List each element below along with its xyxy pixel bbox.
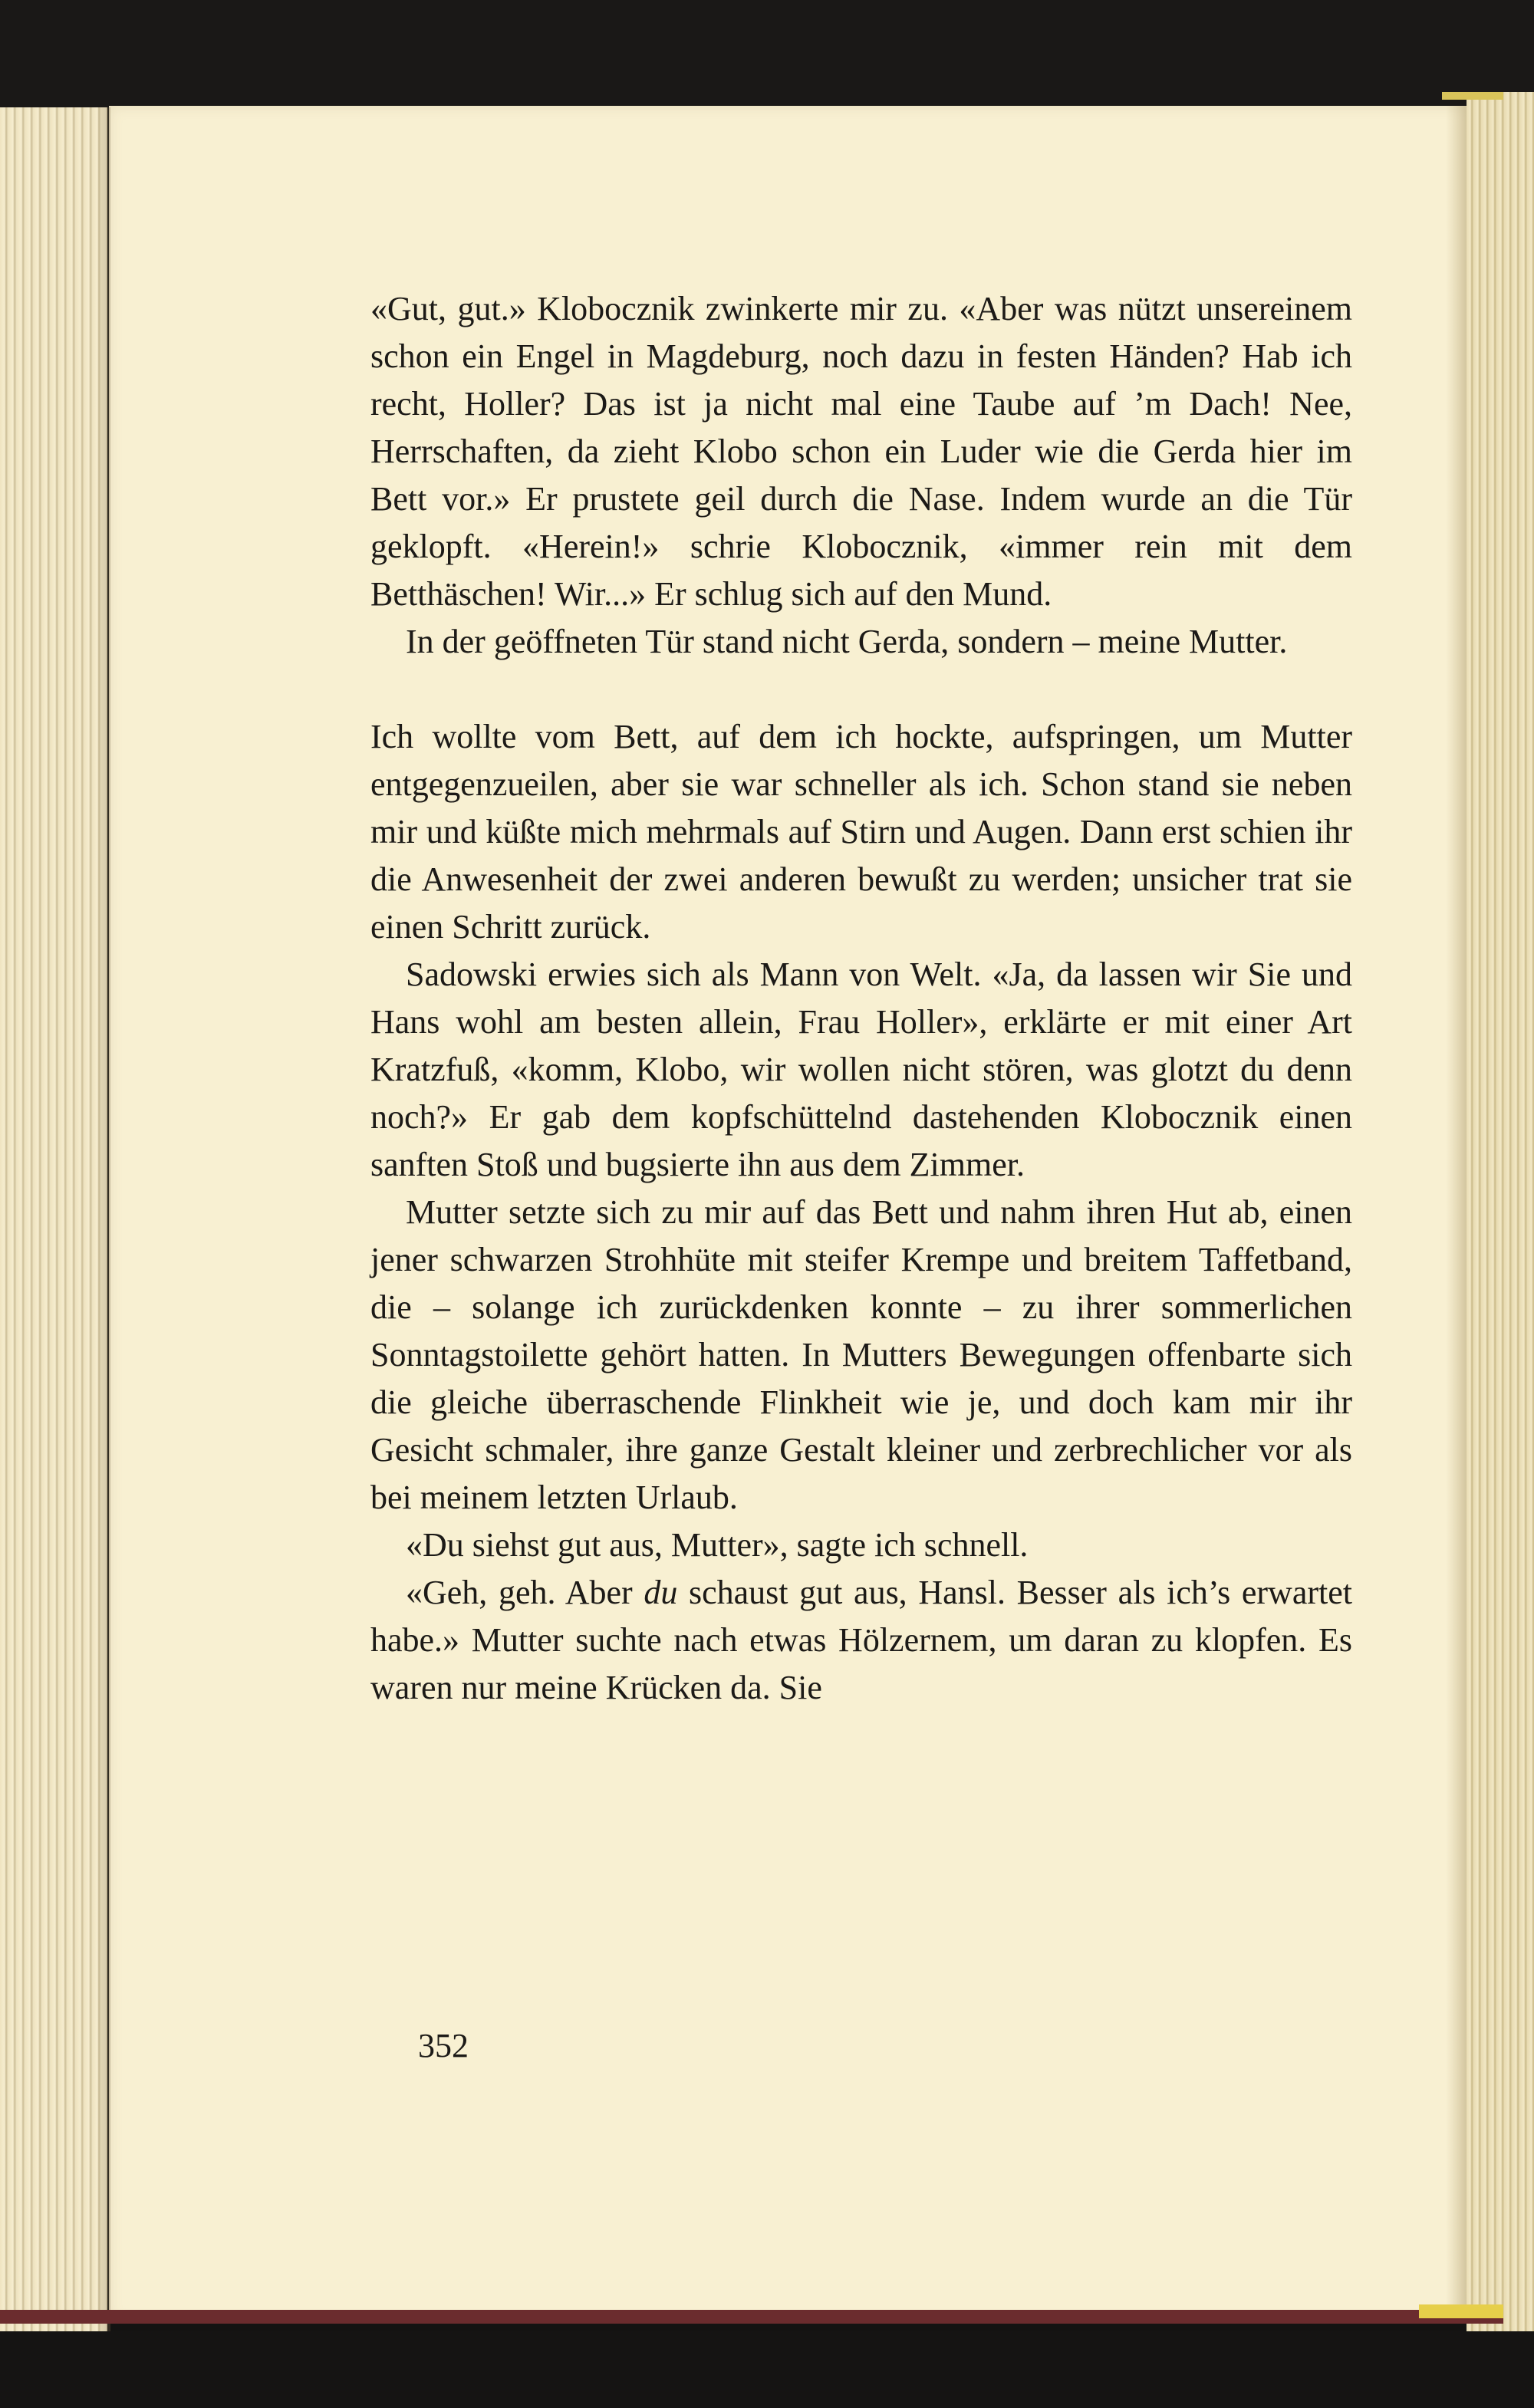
body-text <box>370 285 1352 1712</box>
paragraph: Ich wollte vom Bett, auf dem ich hockte, aufspringen, um Mutter entgegenzueilen, aber sie war schneller als ich. Schon stand sie neben mir und küßte mich mehrmals auf Stirn und Augen. Dann erst schien ihr die Anwesenheit der zwei anderen bewußt zu werden; unsicher trat sie einen Schritt zurück. <box>370 718 1352 946</box>
background-bottom <box>0 2331 1534 2408</box>
paragraph: In der geöffneten Tür stand nicht Gerda, sondern – meine Mutter. <box>406 623 1288 660</box>
background-top <box>0 0 1534 107</box>
bottom-bookmark <box>1419 2304 1503 2318</box>
paragraph: Sadowski erwies sich als Mann von Welt. «Ja, da lassen wir Sie und Hans wohl am besten allein, Frau Holler», erklärte er mit einer Art Kratzfuß, «komm, Klobo, wir wollen nicht stören, was glotzt du denn noch?» Er gab dem kopfschüttelnd dastehenden Klobocznik einen sanften Stoß und bugsierte ihn aus dem Zimmer. <box>370 956 1352 1183</box>
emphasis: du <box>644 1574 678 1611</box>
left-page-edges <box>0 107 107 2331</box>
page-gutter <box>1446 106 1469 2322</box>
top-bookmark <box>1442 92 1503 100</box>
right-page-edges <box>1467 92 1534 2331</box>
text-run: schaust gut aus, Hansl. Besser als ich’s erwartet habe.» Mutter suchte nach etwas Hölzernem, um daran zu klopfen. Es waren nur meine Krücken da. Sie <box>370 1574 1352 1706</box>
page-number: 352 <box>418 2027 469 2064</box>
paragraph: Mutter setzte sich zu mir auf das Bett und nahm ihren Hut ab, einen jener schwarzen Strohhüte mit steifer Krempe und breitem Taffetband, die – solange ich zurückdenken konnte – zu ihrer sommerlichen Sonntagstoilette gehört hatten. In Mutters Bewegungen offenbarte sich die gleiche überraschende Flinkheit wie je, und doch kam mir ihr Gesicht schmaler, ihre ganze Gestalt kleiner und zerbrechlicher vor als bei meinem letzten Urlaub. <box>370 1193 1352 1516</box>
paragraph-last <box>370 1569 1352 1712</box>
paragraph: «Gut, gut.» Klobocznik zwinkerte mir zu. «Aber was nützt unsereinem schon ein Engel in Magdeburg, noch dazu in festen Händen? Hab ich recht, Holler? Das ist ja nicht mal eine Taube auf ’m Dach! Nee, Herrschaften, da zieht Klobo schon ein Luder wie die Gerda hier im Bett vor.» Er prustete geil durch die Nase. Indem wurde an die Tür geklopft. «Herein!» schrie Klobocznik, «immer rein mit dem Betthäschen! Wir...» Er schlug sich auf den Mund. <box>370 290 1352 613</box>
edge-shadow <box>98 107 110 2331</box>
book-cover-edge <box>0 2310 1503 2324</box>
text-run: «Geh, geh. Aber <box>406 1574 644 1611</box>
paragraph: «Du siehst gut aus, Mutter», sagte ich schnell. <box>406 1526 1029 1564</box>
section-break <box>370 666 1352 713</box>
